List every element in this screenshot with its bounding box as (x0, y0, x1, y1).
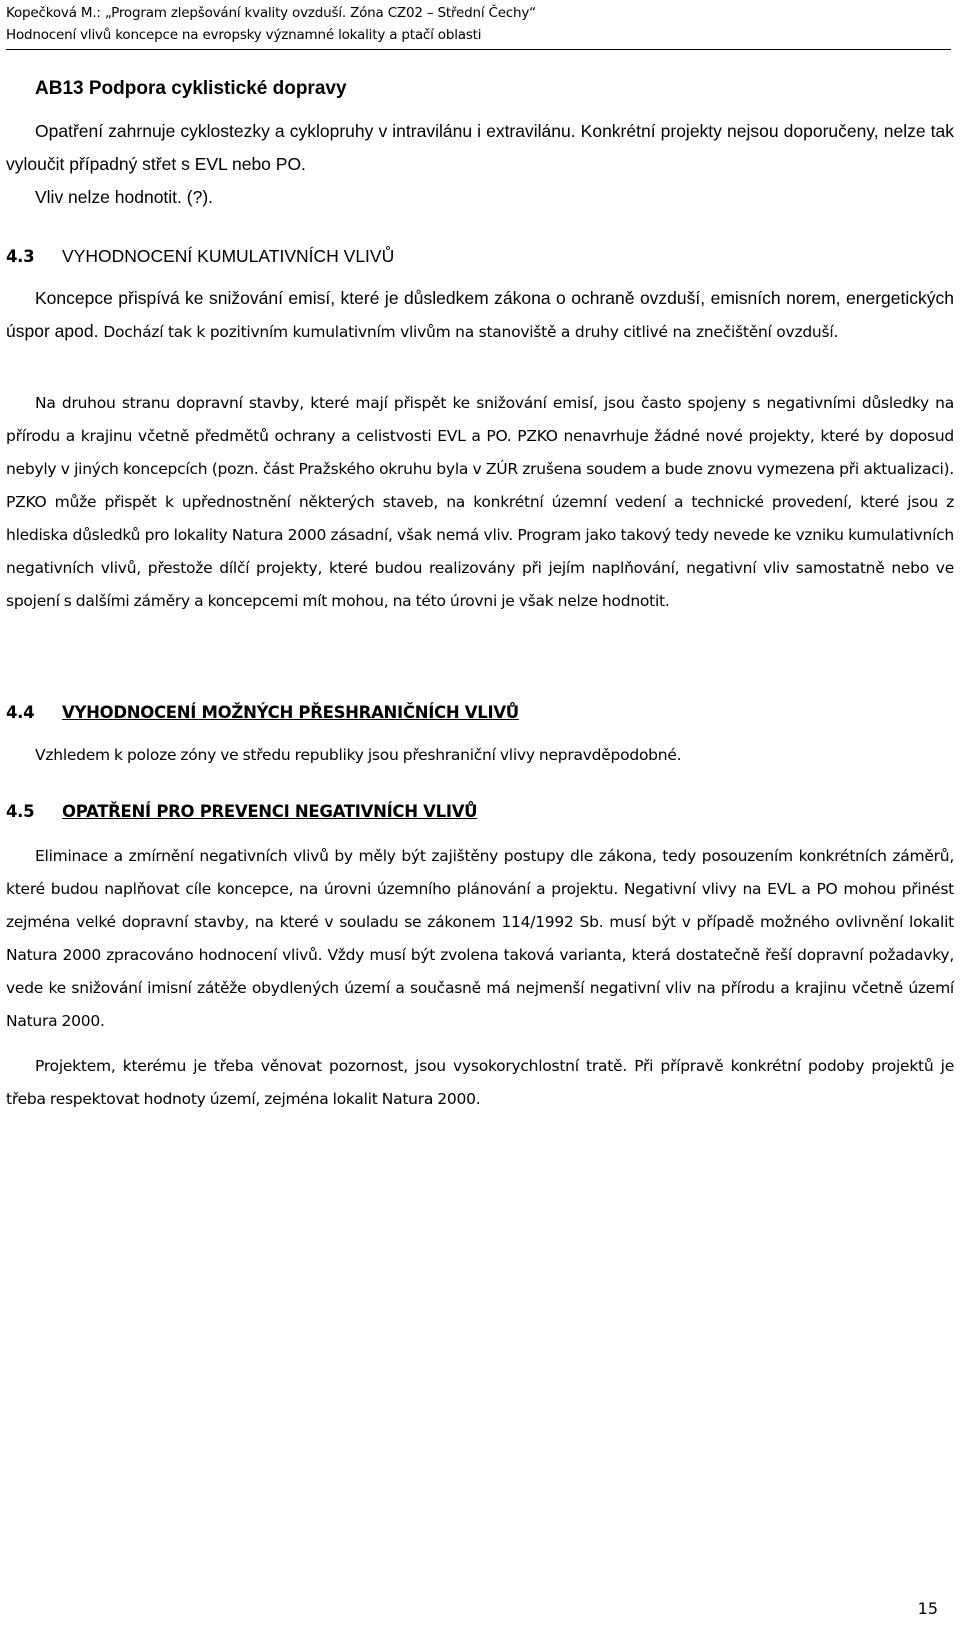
section-4-5-body (6, 840, 954, 1116)
section-4-3-para1-arial: Koncepce přispívá ke snižování emisí, které je důsledkem zákona o ochraně ovzduší, emisních norem, energetických úspor apod. (6, 288, 954, 341)
section-4-4-number: 4.4 (6, 703, 35, 722)
section-4-4-paragraph: Vzhledem k poloze zóny ve středu republiky jsou přeshraniční vlivy nepravděpodobné. (35, 746, 682, 764)
header-author-title: Kopečková M.: „Program zlepšování kvality ovzduší. Zóna CZ02 – Střední Čechy“ (6, 5, 536, 21)
ab13-verdict: Vliv nelze hodnotit. (?). (35, 187, 214, 207)
header-divider (6, 49, 951, 50)
section-4-4-title: VYHODNOCENÍ MOŽNÝCH PŘESHRANIČNÍCH VLIVŮ (62, 703, 519, 722)
section-4-3-para2 (6, 387, 954, 618)
section-4-3-para1 (6, 282, 954, 349)
section-4-3-number: 4.3 (6, 247, 35, 266)
section-4-4-heading (6, 701, 519, 725)
section-4-5-paragraph-1: Eliminace a zmírnění negativních vlivů by měly být zajištěny postupy dle zákona, tedy posouzením konkrétních záměrů, které budou naplňovat cíle koncepce, na úrovni územního plánování a projektu. Negativní vlivy na EVL a PO mohou přinést zejména velké dopravní stavby, na které v souladu se zákonem 114/1992 Sb. musí být v případě možného ovlivnění lokalit Natura 2000 zpracováno hodnocení vlivů. Vždy musí být zvolena taková varianta, která dostatečně řeší dopravní požadavky, vede ke snižování imisní zátěže obydlených území a současně má nejmenší negativní vliv na přírodu a krajinu včetně území Natura 2000. (6, 847, 954, 1030)
header-subtitle: Hodnocení vlivů koncepce na evropsky významné lokality a ptačí oblasti (6, 27, 482, 43)
section-4-5-number: 4.5 (6, 802, 35, 821)
section-4-5-title: OPATŘENÍ PRO PREVENCI NEGATIVNÍCH VLIVŮ (62, 802, 478, 821)
ab13-body (6, 115, 954, 214)
ab13-heading: AB13 Podpora cyklistické dopravy (35, 78, 347, 99)
page-header (6, 2, 951, 46)
section-4-3-para1-calibri: Dochází tak k pozitivním kumulativním vlivům na stanoviště a druhy citlivé na znečištění ovzduší. (103, 323, 839, 341)
section-4-3-title: VYHODNOCENÍ KUMULATIVNÍCH VLIVŮ (62, 246, 395, 266)
section-4-5-heading (6, 800, 477, 824)
page-number: 15 (917, 1599, 938, 1618)
section-4-4-body (6, 739, 954, 772)
section-4-3-heading (6, 244, 394, 269)
section-4-3-paragraph: Na druhou stranu dopravní stavby, které mají přispět ke snižování emisí, jsou často spojeny s negativními důsledky na přírodu a krajinu včetně předmětů ochrany a celistvosti EVL a PO. PZKO nenavrhuje žádné nové projekty, které by doposud nebyly v jiných koncepcích (pozn. část Pražského okruhu byla v ZÚR zrušena soudem a bude znovu vymezena při aktualizaci). PZKO může přispět k upřednostnění některých staveb, na konkrétní územní vedení a technické provedení, které jsou z hlediska důsledků pro lokality Natura 2000 zásadní, však nemá vliv. Program jako takový tedy nevede ke vzniku kumulativních negativních vlivů, přestože dílčí projekty, které budou realizovány při jejím naplňování, negativní vliv samostatně nebo ve spojení s dalšími záměry a koncepcemi mít mohou, na této úrovni je však nelze hodnotit. (6, 394, 954, 610)
ab13-paragraph: Opatření zahrnuje cyklostezky a cyklopruhy v intravilánu i extravilánu. Konkrétní projekty nejsou doporučeny, nelze tak vyloučit případný střet s EVL nebo PO. (6, 121, 954, 174)
section-4-5-paragraph-2: Projektem, kterému je třeba věnovat pozornost, jsou vysokorychlostní tratě. Při přípravě konkrétní podoby projektů je třeba respektovat hodnoty území, zejména lokalit Natura 2000. (6, 1057, 954, 1108)
